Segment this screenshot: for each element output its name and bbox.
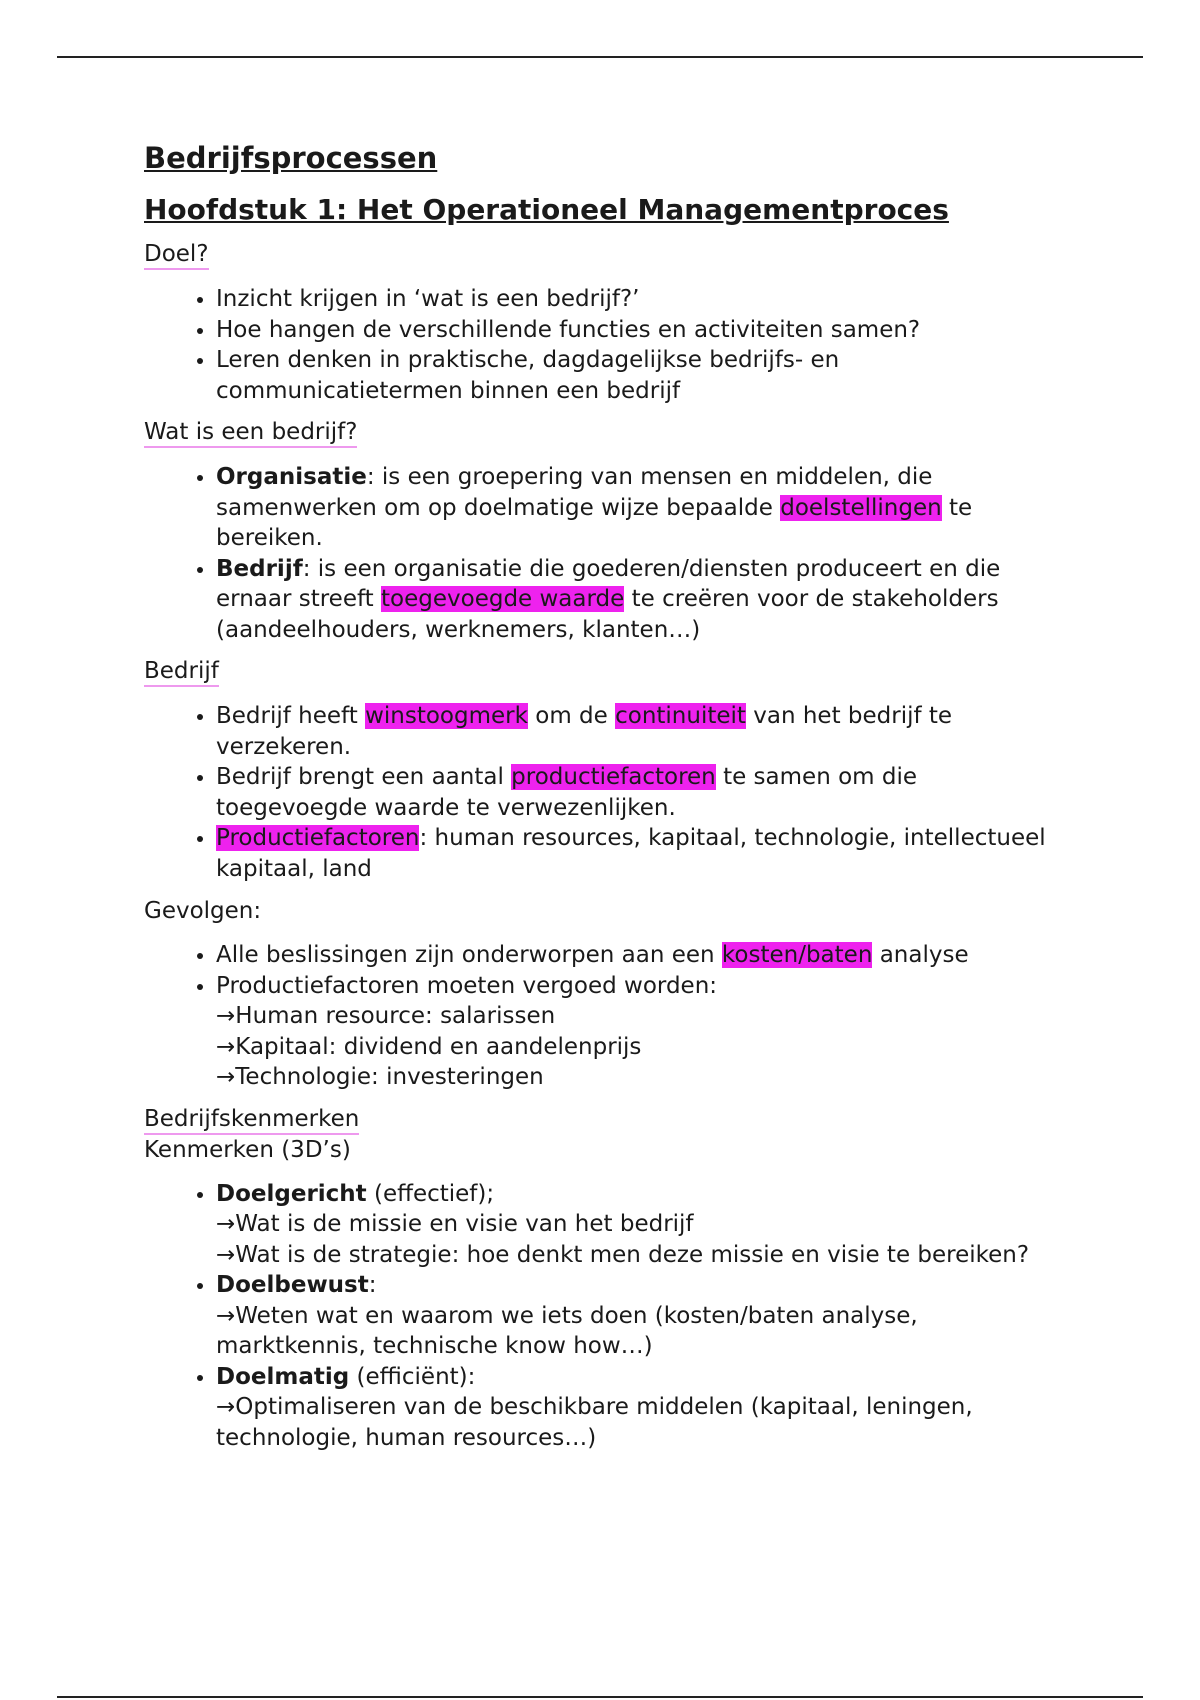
gevolgen-list [144, 940, 1064, 1093]
section-heading-doel: Doel? [144, 240, 209, 270]
arrow-line: →Wat is de missie en visie van het bedrijf [216, 1211, 694, 1237]
section-bedrijfskenmerken [144, 1093, 1064, 1454]
list-item [216, 940, 1064, 971]
text: van het bedrijf te verzekeren. [216, 703, 953, 760]
list-item [216, 971, 1064, 1093]
document-body [144, 140, 1064, 1453]
arrow-line: →Weten wat en waarom we iets doen (kosten/baten analyse, marktkennis, technische know how…) [216, 1302, 918, 1359]
section-heading-bedrijf: Bedrijf [144, 657, 219, 687]
section-heading-wat: Wat is een bedrijf? [144, 418, 357, 448]
term-doelbewust: Doelbewust [216, 1272, 369, 1298]
text: om de [527, 703, 616, 729]
subheading-3ds: Kenmerken (3D’s) [144, 1136, 351, 1163]
list-item: • Leren denken in praktische, dagdagelijkse bedrijfs- en communicatietermen binnen een bedrijf [216, 345, 1064, 406]
top-rule [57, 56, 1143, 58]
list-item [216, 1179, 1064, 1271]
arrow-line: →Optimaliseren van de beschikbare middelen (kapitaal, leningen, technologie, human resources…) [216, 1394, 973, 1451]
text: : [368, 1272, 377, 1298]
text: analyse [872, 942, 969, 968]
wat-list [144, 462, 1064, 645]
term-doelgericht: Doelgericht [216, 1180, 367, 1207]
section-doel [144, 228, 1064, 406]
term-bedrijf: Bedrijf [216, 555, 303, 582]
text: : human resources, kapitaal, technologie, intellectueel kapitaal, land [216, 825, 1046, 882]
text: te bereiken. [216, 494, 973, 551]
text: Productiefactoren moeten vergoed worden: [216, 972, 718, 999]
section-heading-gevolgen: Gevolgen: [144, 898, 262, 924]
list-item [216, 462, 1064, 554]
section-bedrijf [144, 645, 1064, 884]
highlight: winstoogmerk [365, 703, 528, 729]
text: : is een groepering van mensen en middelen, die samenwerken om op doelmatige wijze bepaalde [216, 464, 933, 521]
list-item [216, 823, 1064, 884]
text: Alle beslissingen zijn onderworpen aan een [216, 942, 722, 968]
list-item: • Inzicht krijgen in ‘wat is een bedrijf?’ [216, 284, 1064, 315]
arrow-line: →Kapitaal: dividend en aandelenprijs [216, 1033, 642, 1060]
list-item [216, 554, 1064, 646]
highlight: kosten/baten [721, 942, 873, 968]
highlight: Productiefactoren [216, 825, 420, 851]
term-doelmatig: Doelmatig [216, 1363, 350, 1390]
kenmerken-list [144, 1179, 1064, 1454]
list-item [216, 701, 1064, 762]
chapter-heading: Hoofdstuk 1: Het Operationeel Managementproces [144, 193, 949, 226]
list-item [216, 1362, 1064, 1454]
bedrijf-list [144, 701, 1064, 884]
document-title: Bedrijfsprocessen [144, 141, 438, 175]
section-heading-kenmerken: Bedrijfskenmerken [144, 1105, 359, 1135]
highlight: toegevoegde waarde [381, 586, 625, 612]
arrow-line: →Human resource: salarissen [216, 1003, 556, 1029]
text: te creëren voor de stakeholders (aandeelhouders, werknemers, klanten…) [216, 586, 999, 643]
text: (efficiënt): [349, 1363, 476, 1390]
section-gevolgen [144, 896, 1064, 1093]
term-organisatie: Organisatie [216, 464, 367, 490]
highlight: doelstellingen [780, 494, 942, 521]
highlight: productiefactoren [511, 764, 716, 790]
text: : is een organisatie die goederen/diensten produceert en die ernaar streeft [216, 555, 1001, 612]
arrow-line: →Wat is de strategie: hoe denkt men deze missie en visie te bereiken? [216, 1241, 1030, 1268]
text: te samen om die toegevoegde waarde te verwezenlijken. [216, 764, 918, 821]
arrow-line: →Technologie: investeringen [216, 1064, 544, 1090]
text: (effectief); [366, 1180, 495, 1207]
text: Bedrijf heeft [216, 703, 366, 729]
highlight: continuiteit [615, 703, 746, 729]
list-item: • Hoe hangen de verschillende functies en activiteiten samen? [216, 315, 1064, 346]
text: Bedrijf brengt een aantal [216, 764, 512, 790]
section-wat-is-een-bedrijf [144, 406, 1064, 645]
list-item [216, 762, 1064, 823]
doel-list [144, 284, 1064, 406]
list-item [216, 1270, 1064, 1362]
bottom-rule [57, 1696, 1143, 1698]
